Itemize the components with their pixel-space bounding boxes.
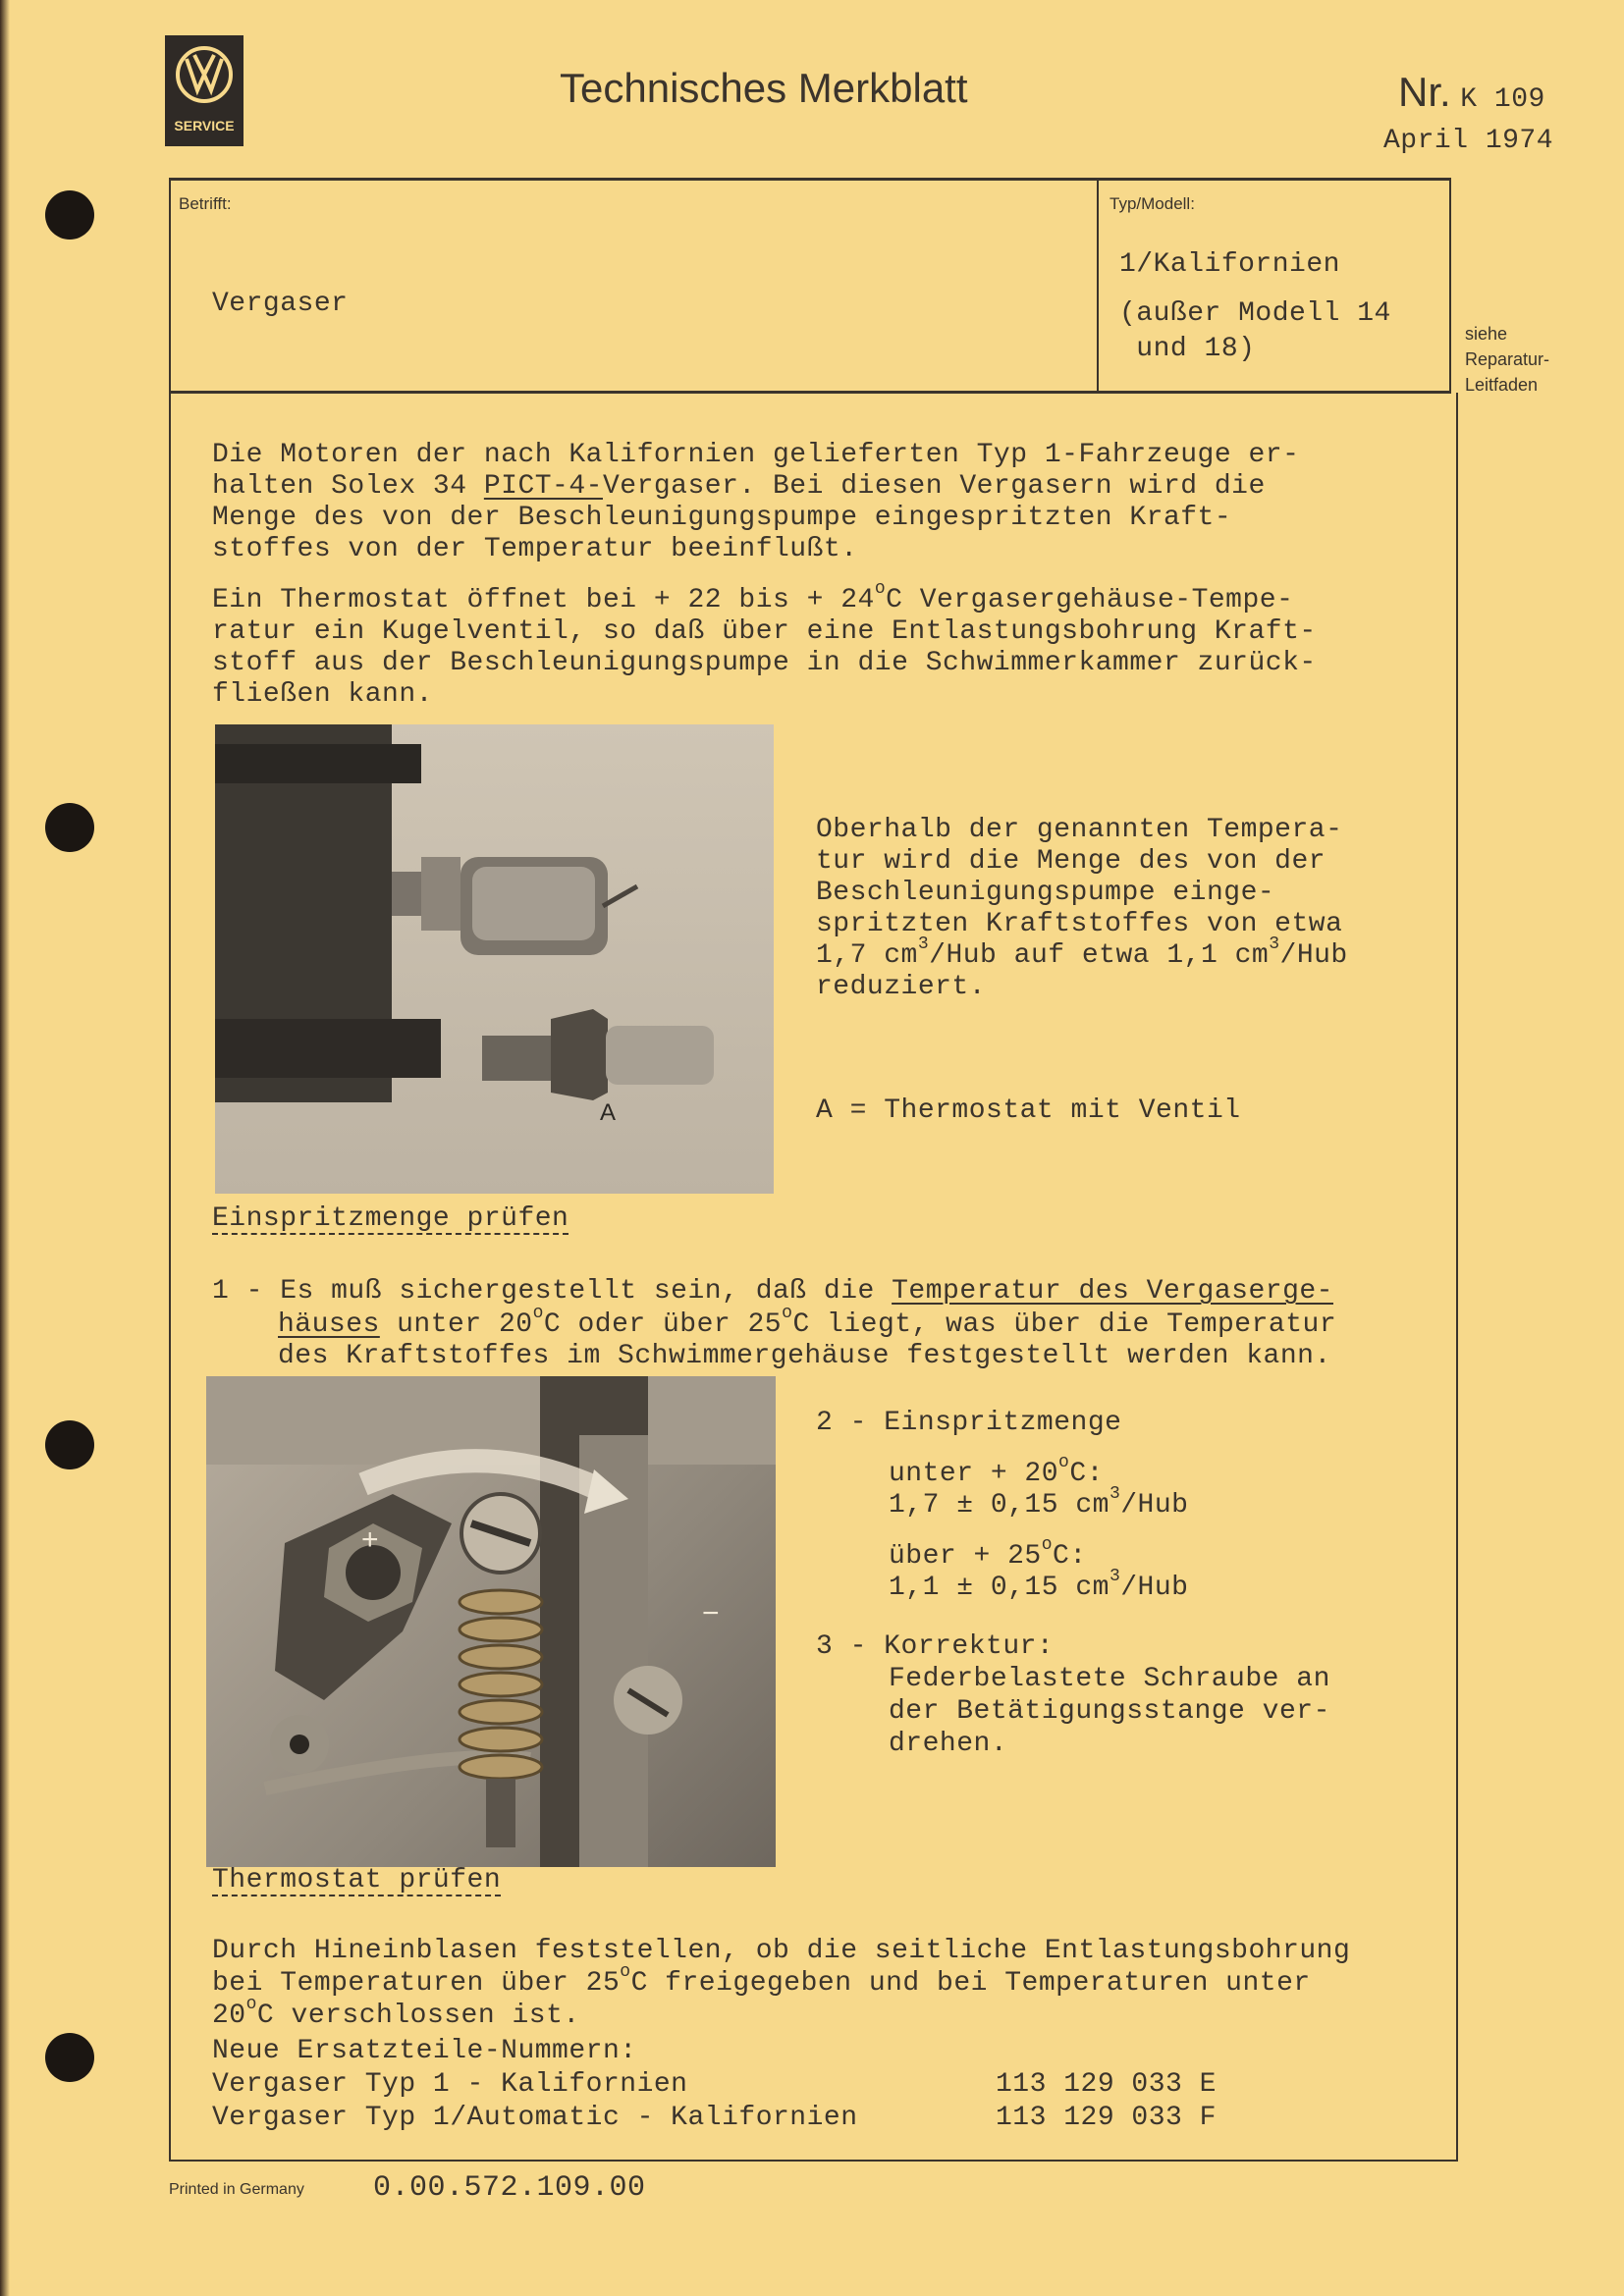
page-edge-shadow xyxy=(0,0,10,2296)
text: Temperatur des Vergaserge- xyxy=(892,1276,1333,1307)
text: 1,1 ± 0,15 cm xyxy=(889,1573,1110,1603)
text: unter 20 xyxy=(379,1309,533,1340)
text: 20 xyxy=(212,2001,246,2031)
text: bei Temperaturen über 25 xyxy=(212,1968,621,1999)
step2-over xyxy=(889,1535,1087,1572)
step3-line: drehen. xyxy=(889,1729,1008,1759)
adjustment-screw-photo xyxy=(206,1376,776,1867)
text: /Hub xyxy=(1120,1490,1189,1521)
printed-in-label: Printed in Germany xyxy=(169,2181,304,2198)
punch-hole xyxy=(45,2033,94,2082)
plus-mark: + xyxy=(361,1523,379,1556)
section2-line xyxy=(212,1995,580,2031)
text: C: xyxy=(1053,1541,1087,1572)
step1-line xyxy=(212,1276,1333,1307)
thermostat-photo xyxy=(215,724,774,1194)
cube: 3 xyxy=(917,934,930,954)
text: über + 25 xyxy=(889,1541,1042,1572)
photo1-text: Oberhalb der genannten Tempera- xyxy=(816,815,1343,845)
text: halten Solex 34 xyxy=(212,471,484,502)
divider xyxy=(169,2160,1458,2162)
step1-line: des Kraftstoffes im Schwimmergehäuse festgestellt werden kann. xyxy=(278,1341,1331,1371)
parts-heading: Neue Ersatzteile-Nummern: xyxy=(212,2036,637,2066)
degree: o xyxy=(620,1962,631,1982)
intro-line xyxy=(212,471,1266,502)
typ-line: und 18) xyxy=(1119,334,1256,364)
text: C Vergasergehäuse-Tempe- xyxy=(886,585,1294,615)
cube: 3 xyxy=(1109,1484,1121,1504)
section2-line: Durch Hineinblasen feststellen, ob die seitliche Entlastungsbohrung xyxy=(212,1936,1351,1966)
subject-text: Vergaser xyxy=(212,289,349,319)
part-name: Vergaser Typ 1/Automatic - Kalifornien xyxy=(212,2103,858,2133)
cube: 3 xyxy=(1269,934,1280,954)
intro-line: stoff aus der Beschleunigungspumpe in die Schwimmerkammer zurück- xyxy=(212,648,1317,678)
nr-value: K 109 xyxy=(1460,84,1545,115)
intro-line xyxy=(212,579,1294,615)
text: häuses xyxy=(278,1309,380,1340)
photo1-text: reduziert. xyxy=(816,972,987,1002)
divider xyxy=(169,178,1451,181)
part-number: 113 129 033 F xyxy=(996,2103,1217,2133)
photo1-text: spritzten Kraftstoffes von etwa xyxy=(816,909,1343,939)
degree: o xyxy=(874,579,887,599)
section-heading-einspritzmenge: Einspritzmenge prüfen xyxy=(212,1203,569,1234)
document-title: Technisches Merkblatt xyxy=(560,65,968,111)
step2-over-value xyxy=(889,1567,1189,1603)
carburetor-model: PICT-4- xyxy=(483,471,603,502)
section-heading-thermostat: Thermostat prüfen xyxy=(212,1865,502,1896)
text: Ein Thermostat öffnet bei + 22 bis + 24 xyxy=(212,585,875,615)
document-date: April 1974 xyxy=(1383,126,1554,156)
photo1-text xyxy=(816,934,1348,971)
text: unter + 20 xyxy=(889,1459,1059,1489)
degree: o xyxy=(532,1304,544,1323)
step2-under-value xyxy=(889,1484,1189,1521)
degree: o xyxy=(782,1304,793,1323)
side-note: Reparatur- xyxy=(1465,349,1550,369)
intro-line: Menge des von der Beschleunigungspumpe eingespritzten Kraft- xyxy=(212,503,1232,533)
text: /Hub auf etwa 1,1 cm xyxy=(929,940,1270,971)
step3-title: 3 - Korrektur: xyxy=(816,1631,1055,1662)
minus-mark: − xyxy=(702,1597,720,1629)
punch-hole xyxy=(45,1420,94,1469)
text: /Hub xyxy=(1279,940,1348,971)
text: C verschlossen ist. xyxy=(256,2001,580,2031)
intro-line: fließen kann. xyxy=(212,679,433,710)
vw-service-logo xyxy=(165,35,244,146)
intro-line: stoffes von der Temperatur beeinflußt. xyxy=(212,534,858,564)
text: Vergaser. Bei diesen Vergasern wird die xyxy=(602,471,1266,502)
degree: o xyxy=(245,1995,257,2014)
intro-line: Die Motoren der nach Kalifornien gelieferten Typ 1-Fahrzeuge er- xyxy=(212,440,1300,470)
intro-line: ratur ein Kugelventil, so daß über eine Entlastungsbohrung Kraft- xyxy=(212,616,1317,647)
side-note: Leitfaden xyxy=(1465,375,1539,395)
divider xyxy=(1456,393,1458,2160)
vw-logo-icon xyxy=(165,35,244,114)
typ-line: (außer Modell 14 xyxy=(1119,298,1391,329)
text: /Hub xyxy=(1120,1573,1189,1603)
text: C oder über 25 xyxy=(543,1309,783,1340)
step1-line xyxy=(278,1304,1337,1340)
logo-service-label: SERVICE xyxy=(174,118,235,133)
typ-label: Typ/Modell: xyxy=(1110,194,1195,213)
punch-hole xyxy=(45,803,94,852)
divider xyxy=(169,178,171,2161)
photo1-text: Beschleunigungspumpe einge- xyxy=(816,878,1275,908)
part-number: 113 129 033 E xyxy=(996,2069,1217,2100)
section2-line xyxy=(212,1962,1311,1999)
photo1-legend: A = Thermostat mit Ventil xyxy=(816,1095,1241,1126)
text: C: xyxy=(1069,1459,1104,1489)
step3-line: Federbelastete Schraube an xyxy=(889,1664,1330,1694)
typ-line: 1/Kalifornien xyxy=(1119,249,1340,280)
photo-label-a: A xyxy=(600,1099,617,1126)
text: 1 - Es muß sichergestellt sein, daß die xyxy=(212,1276,893,1307)
divider xyxy=(169,391,1451,394)
betrifft-label: Betrifft: xyxy=(179,194,232,213)
step2-under xyxy=(889,1453,1104,1489)
form-code: 0.00.572.109.00 xyxy=(373,2171,646,2205)
degree: o xyxy=(1041,1535,1054,1555)
part-name: Vergaser Typ 1 - Kalifornien xyxy=(212,2069,688,2100)
divider xyxy=(1449,178,1451,394)
text: 1,7 ± 0,15 cm xyxy=(889,1490,1110,1521)
step3-line: der Betätigungsstange ver- xyxy=(889,1696,1330,1727)
divider xyxy=(1097,180,1099,392)
photo1-text: tur wird die Menge des von der xyxy=(816,846,1326,877)
step2-title: 2 - Einspritzmenge xyxy=(816,1408,1122,1438)
side-note: siehe xyxy=(1465,324,1508,344)
cube: 3 xyxy=(1109,1567,1121,1586)
punch-hole xyxy=(45,190,94,240)
text: C freigegeben und bei Temperaturen unter xyxy=(630,1968,1311,1999)
text: 1,7 cm xyxy=(816,940,918,971)
text: C liegt, was über die Temperatur xyxy=(792,1309,1337,1340)
degree: o xyxy=(1058,1453,1070,1472)
nr-label: Nr. xyxy=(1398,69,1451,115)
document-number xyxy=(1398,69,1545,116)
